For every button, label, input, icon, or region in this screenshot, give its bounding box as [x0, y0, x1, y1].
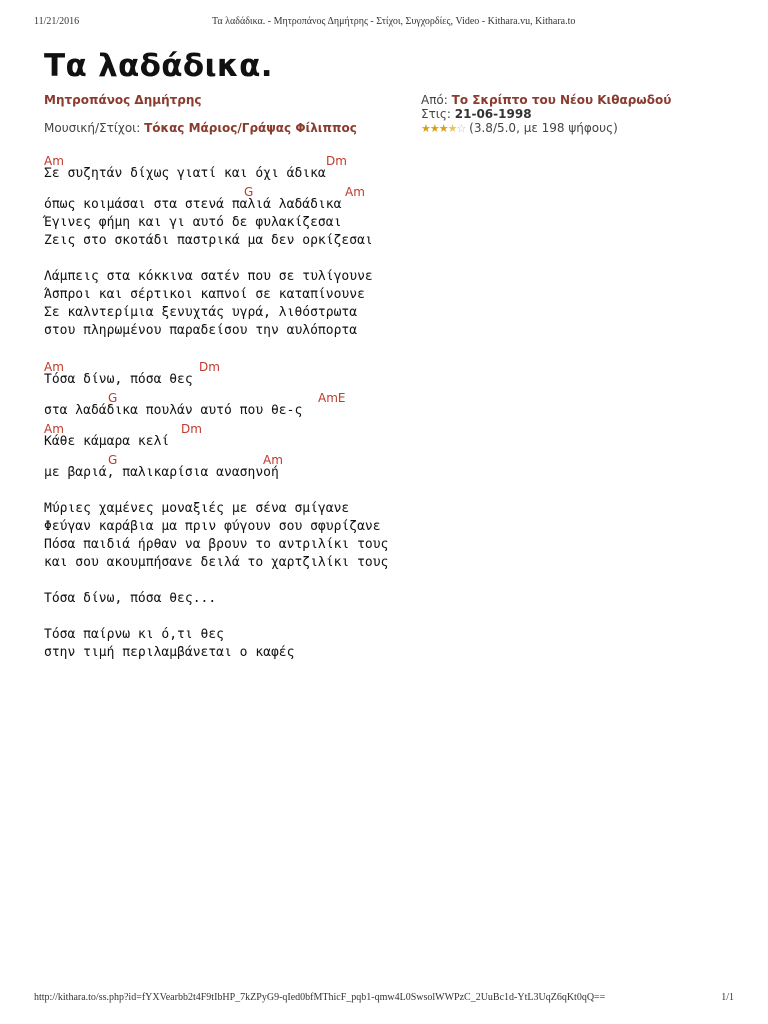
- chord[interactable]: Dm: [326, 154, 347, 168]
- date-row: [421, 107, 671, 121]
- stanza-gap: [44, 341, 388, 359]
- lyric-line: Ζεις στο σκοτάδι παστρικά μα δεν ορκίζεσαι: [44, 233, 373, 248]
- lyric-line: Τόσα παίρνω κι ό,τι θες: [44, 627, 225, 642]
- chord-line: [44, 359, 388, 372]
- song-meta: [421, 93, 671, 135]
- lyric-line: Άσπροι και σέρτικοι καπνοί σε καταπίνουνε: [44, 287, 365, 302]
- stanza-gap: [44, 251, 388, 269]
- lyric-line: Σε συζητάν δίχως γιατί και όχι άδικα: [44, 166, 326, 181]
- print-header: [0, 16, 768, 30]
- lyrics-block: [44, 153, 388, 663]
- source-row: [421, 93, 671, 107]
- artist-link[interactable]: Μητροπάνος Δημήτρης: [44, 93, 202, 107]
- lyric-line: Μύριες χαμένες μοναξιές με σένα σμίγανε: [44, 501, 350, 516]
- lyric-line: Σε καλντερίμια ξενυχτάς υγρά, λιθόστρωτα: [44, 305, 358, 320]
- lyric-line: όπως κοιμάσαι στα στενά παλιά λαδάδικα: [44, 197, 342, 212]
- chord[interactable]: Am: [44, 422, 64, 436]
- chord-line: [44, 153, 388, 166]
- rating-stars-icon[interactable]: ★★★★☆: [421, 122, 466, 135]
- source-label: Από:: [421, 93, 448, 107]
- print-url: http://kithara.to/ss.php?id=fYXVearbb2t4F9tIbHP_7kZPyG9-qIed0bfMThicF_pqb1-qmw4L0SwsolWWPzC_2UuBc1d-YtL3UqZ6qKt0qQ==: [34, 992, 606, 1003]
- source-link[interactable]: Το Σκρίπτο του Νέου Κιθαρωδού: [451, 93, 672, 107]
- stanza-gap: [44, 483, 388, 501]
- chord[interactable]: G: [244, 185, 254, 199]
- print-page-title: Τα λαδάδικα. - Μητροπάνος Δημήτρης - Στίχοι, Συγχορδίες, Video - Kithara.vu, Kithara.to: [212, 16, 576, 27]
- stanza-gap: [44, 609, 388, 627]
- chord[interactable]: G: [108, 453, 118, 467]
- chord-line: [44, 421, 388, 434]
- stanza-gap: [44, 573, 388, 591]
- chord[interactable]: Am: [44, 154, 64, 168]
- chord-line: [44, 452, 388, 465]
- chord[interactable]: Dm: [199, 360, 220, 374]
- chord[interactable]: Am: [345, 185, 365, 199]
- lyric-line: και σου ακουμπήσανε δειλά το χαρτζιλίκι τους: [44, 555, 389, 570]
- credits: [44, 121, 357, 135]
- credits-label: Μουσική/Στίχοι:: [44, 121, 141, 135]
- print-date: 11/21/2016: [34, 16, 80, 27]
- lyric-line: Πόσα παιδιά ήρθαν να βρουν το αντριλίκι τους: [44, 537, 389, 552]
- lyric-line: Φεύγαν καράβια μα πριν φύγουν σου σφυρίζανε: [44, 519, 381, 534]
- lyric-line: στην τιμή περιλαμβάνεται ο καφές: [44, 645, 295, 660]
- date-label: Στις:: [421, 107, 451, 121]
- composer-lyricist-link[interactable]: Τόκας Μάριος/Γράψας Φίλιππος: [144, 121, 357, 135]
- rating-text: (3.8/5.0, με 198 ψήφους): [469, 121, 618, 135]
- chord[interactable]: AmE: [318, 391, 346, 405]
- chord[interactable]: Am: [44, 360, 64, 374]
- rating-row: [421, 121, 671, 135]
- chord-line: [44, 390, 388, 403]
- lyric-line: με βαριά, παλικαρίσια ανασηνοή: [44, 465, 279, 480]
- chord[interactable]: G: [108, 391, 118, 405]
- print-footer: [0, 992, 768, 1006]
- lyric-line: Έγινες φήμη και γι αυτό δε φυλακίζεσαι: [44, 215, 342, 230]
- lyric-line: Κάθε κάμαρα κελί: [44, 434, 170, 449]
- lyric-line: Λάμπεις στα κόκκινα σατέν που σε τυλίγουνε: [44, 269, 373, 284]
- date-value: 21-06-1998: [454, 107, 532, 121]
- print-page-number: 1/1: [721, 992, 734, 1003]
- lyric-line: στου πληρωμένου παραδείσου την αυλόπορτα: [44, 323, 358, 338]
- song-title: Τα λαδάδικα.: [44, 48, 273, 84]
- lyric-line: Τόσα δίνω, πόσα θες: [44, 372, 193, 387]
- lyric-line: στα λαδάδικα πουλάν αυτό που θε-ς: [44, 403, 303, 418]
- chord[interactable]: Dm: [181, 422, 202, 436]
- lyric-line: Τόσα δίνω, πόσα θες...: [44, 591, 217, 606]
- chord[interactable]: Am: [263, 453, 283, 467]
- chord-line: [44, 184, 388, 197]
